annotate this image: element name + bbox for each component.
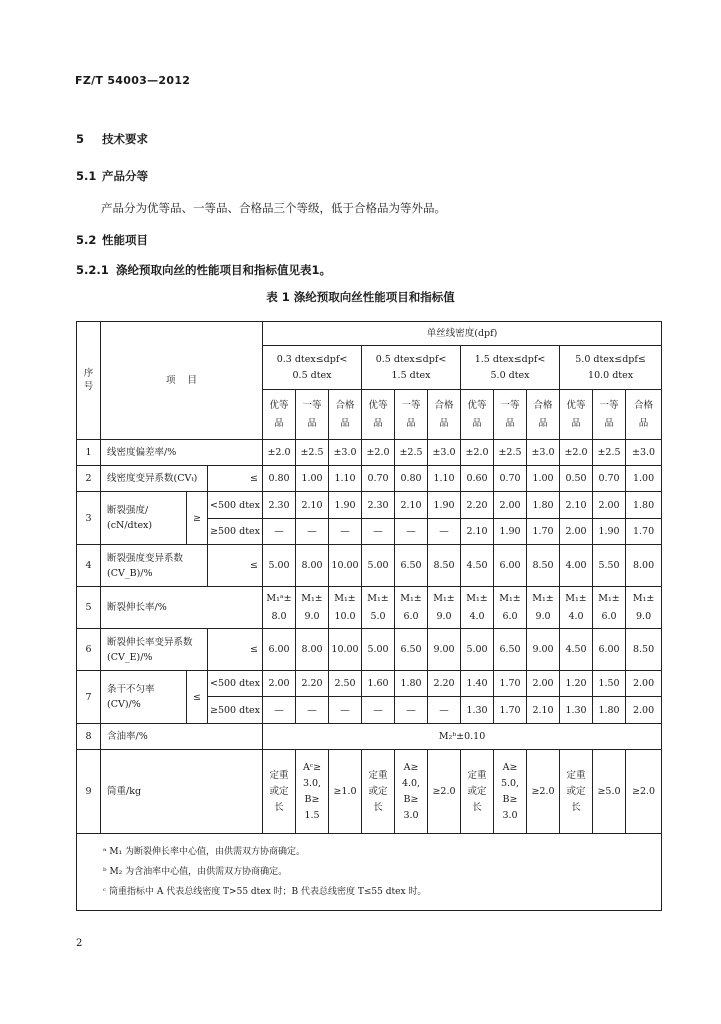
value-cell: ±3.0 bbox=[626, 440, 662, 466]
value-cell: 6.00 bbox=[494, 545, 527, 587]
group-range-start: 1.5 dtex≤dpf< bbox=[474, 353, 546, 365]
value-cell: 1.80 bbox=[626, 492, 662, 519]
density-group-1 bbox=[263, 346, 362, 390]
value-cell: 0.80 bbox=[263, 466, 296, 492]
section-title: 产品分等 bbox=[102, 169, 148, 183]
value-cell: ±2.0 bbox=[560, 440, 593, 466]
group-range-end: 0.5 dtex bbox=[292, 369, 332, 381]
item-cell: 线密度偏差率/% bbox=[101, 440, 263, 466]
value-cell: ±2.5 bbox=[296, 440, 329, 466]
value-cell: 2.10 bbox=[395, 492, 428, 519]
value-cell: ≥1.0 bbox=[329, 750, 362, 834]
seq-cell: 3 bbox=[77, 492, 101, 545]
value-cell: 0.70 bbox=[494, 466, 527, 492]
section-5 bbox=[76, 131, 148, 147]
value-cell: 1.70 bbox=[494, 671, 527, 697]
value-cell: M₁± 9.0 bbox=[626, 587, 662, 629]
value-cell: M₁ᵃ± 8.0 bbox=[263, 587, 296, 629]
value-cell: — bbox=[296, 697, 329, 724]
value-cell: A≥ 5.0, B≥ 3.0 bbox=[494, 750, 527, 834]
value-cell: ±3.0 bbox=[527, 440, 560, 466]
item-line: 断裂伸长率变异系数 bbox=[107, 636, 193, 648]
value-cell: 2.00 bbox=[626, 697, 662, 724]
value-cell: 1.90 bbox=[593, 519, 626, 545]
value-cell: — bbox=[329, 519, 362, 545]
operator-cell: ≤ bbox=[208, 466, 263, 492]
value-cell: 2.20 bbox=[428, 671, 461, 697]
value-cell: ±2.0 bbox=[362, 440, 395, 466]
value-cell: 8.00 bbox=[296, 545, 329, 587]
value-cell: M₁± 10.0 bbox=[329, 587, 362, 629]
paragraph-grades: 产品分为优等品、一等品、合格品三个等级，低于合格品为等外品。 bbox=[101, 201, 446, 215]
value-cell: 定重 或定 长 bbox=[461, 750, 494, 834]
value-cell: 1.10 bbox=[329, 466, 362, 492]
grade-label: 一等 品 bbox=[593, 390, 626, 440]
item-cell: 含油率/% bbox=[101, 724, 263, 750]
value-cell: 1.80 bbox=[395, 671, 428, 697]
value-cell: 6.50 bbox=[395, 629, 428, 671]
value-cell: 5.00 bbox=[362, 629, 395, 671]
table-notes bbox=[77, 834, 662, 911]
value-cell: 8.50 bbox=[626, 629, 662, 671]
value-cell: 4.00 bbox=[560, 545, 593, 587]
value-cell: 定重 或定 长 bbox=[560, 750, 593, 834]
value-cell: 0.50 bbox=[560, 466, 593, 492]
density-group-3 bbox=[461, 346, 560, 390]
value-cell: ±2.0 bbox=[263, 440, 296, 466]
value-cell: 2.10 bbox=[560, 492, 593, 519]
section-text: 涤纶预取向丝的性能项目和指标值见表1。 bbox=[116, 263, 331, 277]
value-cell: 1.00 bbox=[296, 466, 329, 492]
value-cell: 1.70 bbox=[494, 697, 527, 724]
value-cell: 2.10 bbox=[461, 519, 494, 545]
value-cell: M₁± 6.0 bbox=[494, 587, 527, 629]
value-cell: 2.10 bbox=[296, 492, 329, 519]
sub-condition: ≥500 dtex bbox=[208, 697, 263, 724]
grade-label: 优等 品 bbox=[263, 390, 296, 440]
value-cell: ≥2.0 bbox=[527, 750, 560, 834]
operator-cell: ≤ bbox=[208, 545, 263, 587]
value-cell: 1.90 bbox=[329, 492, 362, 519]
value-cell: 0.60 bbox=[461, 466, 494, 492]
section-number: 5.2.1 bbox=[76, 263, 109, 277]
value-cell: — bbox=[263, 519, 296, 545]
value-cell: 0.70 bbox=[593, 466, 626, 492]
value-cell: ≥5.0 bbox=[593, 750, 626, 834]
value-cell: — bbox=[428, 697, 461, 724]
value-cell: 2.00 bbox=[626, 671, 662, 697]
grade-label: 优等 品 bbox=[560, 390, 593, 440]
grade-label: 合格 品 bbox=[626, 390, 662, 440]
grade-label: 合格 品 bbox=[428, 390, 461, 440]
table-row bbox=[77, 545, 662, 587]
value-cell: ≥2.0 bbox=[626, 750, 662, 834]
seq-header: 序号 bbox=[83, 368, 94, 392]
value-cell: 2.00 bbox=[527, 671, 560, 697]
value-cell: — bbox=[329, 697, 362, 724]
value-cell: 5.00 bbox=[263, 545, 296, 587]
value-cell: 2.00 bbox=[560, 519, 593, 545]
value-cell: 定重 或定 长 bbox=[263, 750, 296, 834]
value-cell: M₁± 4.0 bbox=[461, 587, 494, 629]
value-cell: 2.20 bbox=[461, 492, 494, 519]
table-caption: 表 1 涤纶预取向丝性能项目和指标值 bbox=[266, 290, 455, 304]
sub-condition: <500 dtex bbox=[208, 671, 263, 697]
footnote-a: ᵃ M₁ 为断裂伸长率中心值，由供需双方协商确定。 bbox=[103, 847, 306, 857]
density-group-2 bbox=[362, 346, 461, 390]
section-5-2-1 bbox=[76, 262, 331, 278]
value-cell: — bbox=[362, 519, 395, 545]
table-row bbox=[77, 750, 662, 834]
seq-cell: 9 bbox=[77, 750, 101, 834]
item-cell: 断裂伸长率/% bbox=[101, 587, 263, 629]
item-line: (CV)/% bbox=[107, 699, 141, 710]
table-row bbox=[77, 440, 662, 466]
value-cell: 1.50 bbox=[593, 671, 626, 697]
value-cell: 2.30 bbox=[263, 492, 296, 519]
group-range-start: 0.3 dtex≤dpf< bbox=[276, 353, 348, 365]
sub-condition: <500 dtex bbox=[208, 492, 263, 519]
table-row bbox=[77, 492, 662, 519]
value-cell: 6.00 bbox=[593, 629, 626, 671]
item-cell bbox=[101, 671, 187, 724]
notes-row bbox=[77, 834, 662, 911]
seq-cell: 2 bbox=[77, 466, 101, 492]
operator-cell: ≥ bbox=[187, 492, 208, 545]
value-cell: 1.80 bbox=[527, 492, 560, 519]
value-cell: 9.00 bbox=[428, 629, 461, 671]
value-cell: 5.00 bbox=[461, 629, 494, 671]
value-cell: 0.70 bbox=[362, 466, 395, 492]
value-cell: 8.00 bbox=[296, 629, 329, 671]
operator-cell: ≤ bbox=[187, 671, 208, 724]
sub-condition: ≥500 dtex bbox=[208, 519, 263, 545]
value-cell: M₁± 5.0 bbox=[362, 587, 395, 629]
value-cell: 6.50 bbox=[494, 629, 527, 671]
value-cell: 1.90 bbox=[494, 519, 527, 545]
item-cell bbox=[101, 492, 187, 545]
value-cell: ±2.5 bbox=[593, 440, 626, 466]
item-cell: 断裂强度变异系数(CV_B)/% bbox=[101, 545, 208, 587]
grade-label: 合格 品 bbox=[527, 390, 560, 440]
value-cell: 5.50 bbox=[593, 545, 626, 587]
value-cell: 1.90 bbox=[428, 492, 461, 519]
value-cell: — bbox=[263, 697, 296, 724]
group-range-start: 0.5 dtex≤dpf< bbox=[375, 353, 447, 365]
value-cell: 2.20 bbox=[296, 671, 329, 697]
value-cell: M₁± 6.0 bbox=[593, 587, 626, 629]
seq-header-cell bbox=[77, 322, 101, 440]
operator-cell: ≤ bbox=[208, 629, 263, 671]
value-cell: 8.00 bbox=[626, 545, 662, 587]
grade-label: 一等 品 bbox=[494, 390, 527, 440]
item-header-cell bbox=[101, 322, 263, 440]
value-cell: 2.10 bbox=[527, 697, 560, 724]
value-cell: M₂ᵇ±0.10 bbox=[263, 724, 662, 750]
value-cell: 6.00 bbox=[263, 629, 296, 671]
section-5-2 bbox=[76, 232, 148, 248]
table-row bbox=[77, 724, 662, 750]
value-cell: 2.30 bbox=[362, 492, 395, 519]
group-range-end: 10.0 dtex bbox=[588, 369, 634, 381]
value-cell: 1.40 bbox=[461, 671, 494, 697]
value-cell: 4.50 bbox=[461, 545, 494, 587]
item-line: (CV_E)/% bbox=[107, 651, 153, 663]
value-cell: M₁± 4.0 bbox=[560, 587, 593, 629]
value-cell: M₁± 9.0 bbox=[527, 587, 560, 629]
value-cell: 8.50 bbox=[527, 545, 560, 587]
value-cell: 1.00 bbox=[626, 466, 662, 492]
footnote-b: ᵇ M₂ 为含油率中心值，由供需双方协商确定。 bbox=[103, 867, 288, 877]
item-cell: 线密度变异系数(CVₜ) bbox=[101, 466, 208, 492]
value-cell: ±2.5 bbox=[395, 440, 428, 466]
grade-label: 一等 品 bbox=[296, 390, 329, 440]
value-cell: 8.50 bbox=[428, 545, 461, 587]
item-line: 条干不匀率 bbox=[107, 684, 155, 695]
value-cell: 1.30 bbox=[461, 697, 494, 724]
value-cell: 1.00 bbox=[527, 466, 560, 492]
value-cell: 定重 或定 长 bbox=[362, 750, 395, 834]
value-cell: ±3.0 bbox=[428, 440, 461, 466]
value-cell: 10.00 bbox=[329, 629, 362, 671]
table-row bbox=[77, 629, 662, 671]
seq-cell: 8 bbox=[77, 724, 101, 750]
value-cell: 4.50 bbox=[560, 629, 593, 671]
value-cell: 2.00 bbox=[494, 492, 527, 519]
density-header: 单丝线密度(dpf) bbox=[263, 322, 662, 346]
item-cell bbox=[101, 629, 208, 671]
seq-cell: 6 bbox=[77, 629, 101, 671]
table-row bbox=[77, 587, 662, 629]
value-cell: 9.00 bbox=[527, 629, 560, 671]
value-cell: 0.80 bbox=[395, 466, 428, 492]
value-cell: — bbox=[428, 519, 461, 545]
value-cell: M₁± 9.0 bbox=[428, 587, 461, 629]
table-row bbox=[77, 466, 662, 492]
seq-cell: 7 bbox=[77, 671, 101, 724]
performance-table bbox=[76, 321, 662, 911]
value-cell: 1.70 bbox=[527, 519, 560, 545]
table-row bbox=[77, 671, 662, 697]
value-cell: A≥ 4.0, B≥ 3.0 bbox=[395, 750, 428, 834]
value-cell: 1.80 bbox=[593, 697, 626, 724]
value-cell: ±2.5 bbox=[494, 440, 527, 466]
section-5-1 bbox=[76, 168, 148, 184]
section-number: 5 bbox=[76, 132, 85, 146]
value-cell: — bbox=[395, 697, 428, 724]
group-range-end: 5.0 dtex bbox=[490, 369, 530, 381]
page-number: 2 bbox=[76, 938, 83, 949]
section-title: 性能项目 bbox=[102, 233, 148, 247]
group-range-start: 5.0 dtex≤dpf≤ bbox=[575, 353, 646, 365]
value-cell: — bbox=[296, 519, 329, 545]
group-range-end: 1.5 dtex bbox=[391, 369, 431, 381]
value-cell: ≥2.0 bbox=[428, 750, 461, 834]
value-cell: 2.00 bbox=[263, 671, 296, 697]
section-number: 5.2 bbox=[76, 233, 97, 247]
seq-cell: 5 bbox=[77, 587, 101, 629]
value-cell: 2.00 bbox=[593, 492, 626, 519]
grade-label: 合格 品 bbox=[329, 390, 362, 440]
value-cell: ±3.0 bbox=[329, 440, 362, 466]
value-cell: 6.50 bbox=[395, 545, 428, 587]
seq-cell: 1 bbox=[77, 440, 101, 466]
value-cell: M₁± 9.0 bbox=[296, 587, 329, 629]
value-cell: 1.30 bbox=[560, 697, 593, 724]
item-line: 断裂强度/ bbox=[107, 505, 149, 516]
section-number: 5.1 bbox=[76, 169, 97, 183]
value-cell: 2.50 bbox=[329, 671, 362, 697]
seq-cell: 4 bbox=[77, 545, 101, 587]
section-title: 技术要求 bbox=[102, 132, 148, 146]
standard-header: FZ/T 54003—2012 bbox=[75, 74, 191, 87]
value-cell: — bbox=[362, 697, 395, 724]
grade-label: 优等 品 bbox=[362, 390, 395, 440]
item-cell: 筒重/kg bbox=[101, 750, 263, 834]
value-cell: 1.10 bbox=[428, 466, 461, 492]
value-cell: ±2.0 bbox=[461, 440, 494, 466]
value-cell: 1.70 bbox=[626, 519, 662, 545]
grade-label: 优等 品 bbox=[461, 390, 494, 440]
footnote-c: ᶜ 筒重指标中 A 代表总线密度 T>55 dtex 时；B 代表总线密度 T≤55 dtex 时。 bbox=[103, 887, 427, 897]
value-cell: 1.20 bbox=[560, 671, 593, 697]
grade-label: 一等 品 bbox=[395, 390, 428, 440]
item-line: (cN/dtex) bbox=[107, 520, 153, 531]
density-group-4 bbox=[560, 346, 662, 390]
value-cell: — bbox=[395, 519, 428, 545]
value-cell: M₁± 6.0 bbox=[395, 587, 428, 629]
value-cell: 5.00 bbox=[362, 545, 395, 587]
value-cell: Aᶜ≥ 3.0, B≥ 1.5 bbox=[296, 750, 329, 834]
value-cell: 1.60 bbox=[362, 671, 395, 697]
item-header: 项 目 bbox=[165, 375, 198, 386]
value-cell: 10.00 bbox=[329, 545, 362, 587]
